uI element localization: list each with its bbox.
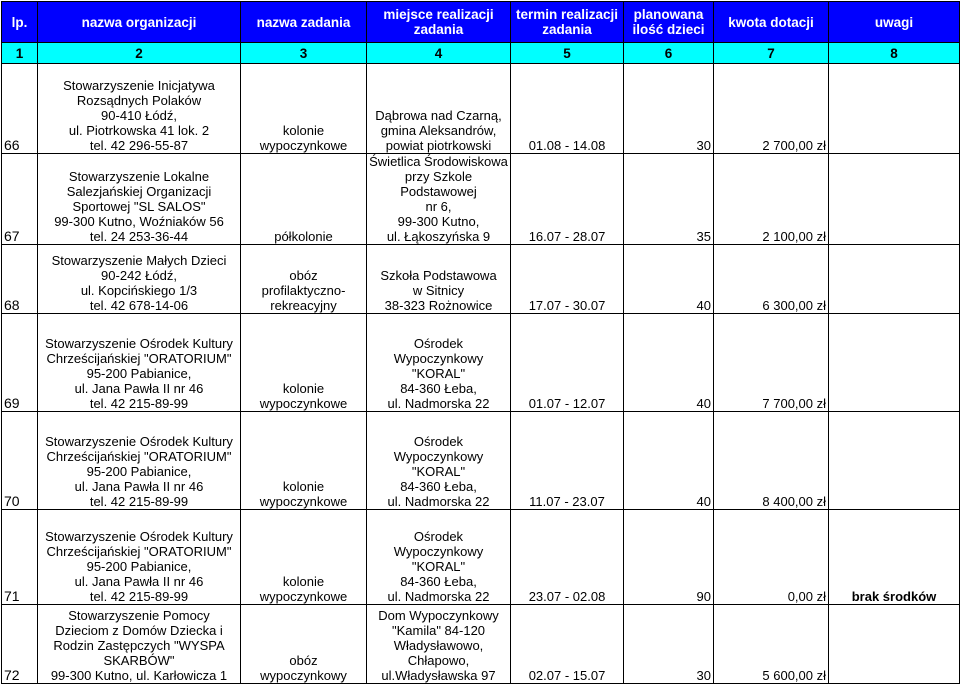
table-row — [2, 605, 960, 684]
row-location: Ośrodek Wypoczynkowy "KORAL" 84-360 Łeba, ul. Nadmorska 22 — [367, 510, 511, 605]
row-task: obóz wypoczynkowy — [241, 605, 367, 684]
row-term: 11.07 - 23.07 — [511, 412, 624, 510]
row-term: 17.07 - 30.07 — [511, 245, 624, 314]
header-organization: nazwa organizacji — [38, 2, 241, 43]
row-location: Ośrodek Wypoczynkowy "KORAL" 84-360 Łeba, ul. Nadmorska 22 — [367, 314, 511, 412]
table-row — [2, 64, 960, 154]
row-lp: 71 — [2, 510, 38, 605]
row-lp: 70 — [2, 412, 38, 510]
column-number: 8 — [829, 43, 960, 64]
row-amount: 7 700,00 zł — [714, 314, 829, 412]
table-row — [2, 154, 960, 245]
header-task: nazwa zadania — [241, 2, 367, 43]
row-amount: 6 300,00 zł — [714, 245, 829, 314]
row-term: 23.07 - 02.08 — [511, 510, 624, 605]
row-notes — [829, 412, 960, 510]
row-organization: Stowarzyszenie Ośrodek Kultury Chrześcijańskiej "ORATORIUM" 95-200 Pabianice, ul. Jana Pawła II nr 46 tel. 42 215-89-99 — [38, 314, 241, 412]
dotacje-table — [1, 1, 960, 684]
row-organization: Stowarzyszenie Małych Dzieci 90-242 Łódź, ul. Kopcińskiego 1/3 tel. 42 678-14-06 — [38, 245, 241, 314]
column-number: 2 — [38, 43, 241, 64]
row-location: Ośrodek Wypoczynkowy "KORAL" 84-360 Łeba, ul. Nadmorska 22 — [367, 412, 511, 510]
row-children: 90 — [624, 510, 714, 605]
row-lp: 67 — [2, 154, 38, 245]
row-location: Dom Wypoczynkowy "Kamila" 84-120 Władysławowo, Chłapowo, ul.Władysławska 97 — [367, 605, 511, 684]
row-amount: 0,00 zł — [714, 510, 829, 605]
row-organization: Stowarzyszenie Lokalne Salezjańskiej Organizacji Sportowej "SL SALOS" 99-300 Kutno, Woźniaków 56 tel. 24 253-36-44 — [38, 154, 241, 245]
row-task: obóz profilaktyczno- rekreacyjny — [241, 245, 367, 314]
row-organization: Stowarzyszenie Inicjatywa Rozsądnych Polaków 90-410 Łódź, ul. Piotrkowska 41 lok. 2 tel. 42 296-55-87 — [38, 64, 241, 154]
column-number: 5 — [511, 43, 624, 64]
row-lp: 69 — [2, 314, 38, 412]
row-children: 40 — [624, 412, 714, 510]
header-row — [2, 2, 960, 43]
column-number: 3 — [241, 43, 367, 64]
row-term: 01.07 - 12.07 — [511, 314, 624, 412]
header-location: miejsce realizacji zadania — [367, 2, 511, 43]
row-organization: Stowarzyszenie Ośrodek Kultury Chrześcijańskiej "ORATORIUM" 95-200 Pabianice, ul. Jana Pawła II nr 46 tel. 42 215-89-99 — [38, 412, 241, 510]
row-children: 40 — [624, 314, 714, 412]
column-number: 1 — [2, 43, 38, 64]
row-location: Szkoła Podstawowa w Sitnicy 38-323 Rożnowice — [367, 245, 511, 314]
row-notes: brak środków — [829, 510, 960, 605]
row-location: Dąbrowa nad Czarną, gmina Aleksandrów, powiat piotrkowski — [367, 64, 511, 154]
row-children: 30 — [624, 605, 714, 684]
row-children: 35 — [624, 154, 714, 245]
row-amount: 8 400,00 zł — [714, 412, 829, 510]
table-row — [2, 510, 960, 605]
row-amount: 2 700,00 zł — [714, 64, 829, 154]
row-organization: Stowarzyszenie Pomocy Dzieciom z Domów Dziecka i Rodzin Zastępczych "WYSPA SKARBÓW" 99-300 Kutno, ul. Karłowicza 1 — [38, 605, 241, 684]
table-row — [2, 245, 960, 314]
row-notes — [829, 245, 960, 314]
row-task: kolonie wypoczynkowe — [241, 314, 367, 412]
row-organization: Stowarzyszenie Ośrodek Kultury Chrześcijańskiej "ORATORIUM" 95-200 Pabianice, ul. Jana Pawła II nr 46 tel. 42 215-89-99 — [38, 510, 241, 605]
column-number: 7 — [714, 43, 829, 64]
row-task: kolonie wypoczynkowe — [241, 412, 367, 510]
row-amount: 2 100,00 zł — [714, 154, 829, 245]
table-row — [2, 314, 960, 412]
row-term: 01.08 - 14.08 — [511, 64, 624, 154]
row-children: 40 — [624, 245, 714, 314]
row-task: kolonie wypoczynkowe — [241, 64, 367, 154]
row-notes — [829, 314, 960, 412]
header-term: termin realizacji zadania — [511, 2, 624, 43]
column-number: 4 — [367, 43, 511, 64]
header-children: planowana ilość dzieci — [624, 2, 714, 43]
column-number-row — [2, 43, 960, 64]
row-location: Świetlica Środowiskowa przy Szkole Podstawowej nr 6, 99-300 Kutno, ul. Łąkoszyńska 9 — [367, 154, 511, 245]
row-notes — [829, 605, 960, 684]
row-amount: 5 600,00 zł — [714, 605, 829, 684]
row-lp: 66 — [2, 64, 38, 154]
column-number: 6 — [624, 43, 714, 64]
row-notes — [829, 64, 960, 154]
row-lp: 72 — [2, 605, 38, 684]
row-term: 02.07 - 15.07 — [511, 605, 624, 684]
header-notes: uwagi — [829, 2, 960, 43]
row-task: półkolonie — [241, 154, 367, 245]
row-lp: 68 — [2, 245, 38, 314]
table-row — [2, 412, 960, 510]
row-notes — [829, 154, 960, 245]
row-children: 30 — [624, 64, 714, 154]
header-lp: lp. — [2, 2, 38, 43]
row-term: 16.07 - 28.07 — [511, 154, 624, 245]
header-amount: kwota dotacji — [714, 2, 829, 43]
row-task: kolonie wypoczynkowe — [241, 510, 367, 605]
